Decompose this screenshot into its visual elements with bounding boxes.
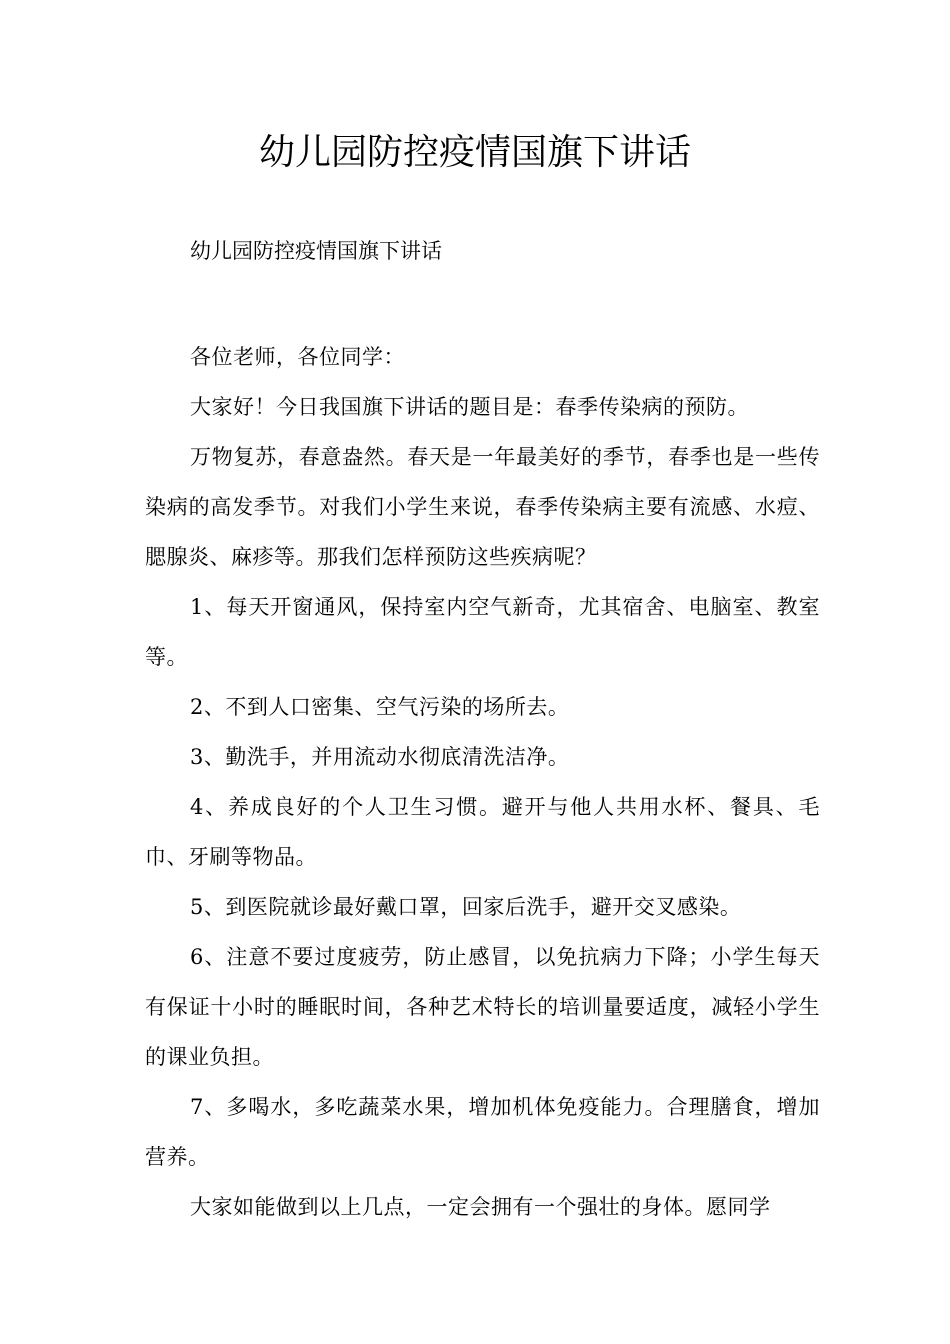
paragraph-background: 万物复苏，春意盎然。春天是一年最美好的季节，春季也是一些传染病的高发季节。对我们小学生来说，春季传染病主要有流感、水痘、腮腺炎、麻疹等。那我们怎样预防这些疾病呢？ (145, 445, 820, 569)
document-subtitle: 幼儿园防控疫情国旗下讲话 (190, 239, 442, 263)
paragraph-item-2: 2、不到人口密集、空气污染的场所去。 (190, 695, 570, 719)
paragraph-item-5: 5、到医院就诊最好戴口罩，回家后洗手，避开交叉感染。 (190, 895, 742, 919)
document-body (145, 332, 820, 1232)
paragraph-closing: 大家如能做到以上几点，一定会拥有一个强壮的身体。愿同学 (190, 1195, 771, 1219)
paragraph-greeting: 各位老师，各位同学： (190, 345, 405, 369)
paragraph-item-6: 6、注意不要过度疲劳，防止感冒，以免抗病力下降；小学生每天有保证十小时的睡眠时间，各种艺术特长的培训量要适度，减轻小学生的课业负担。 (145, 945, 820, 1069)
paragraph-item-7: 7、多喝水，多吃蔬菜水果，增加机体免疫能力。合理膳食，增加营养。 (145, 1095, 820, 1169)
document-title: 幼儿园防控疫情国旗下讲话 (258, 132, 691, 173)
paragraph-intro: 大家好！今日我国旗下讲话的题目是：春季传染病的预防。 (190, 395, 749, 419)
paragraph-item-1: 1、每天开窗通风，保持室内空气新奇，尤其宿舍、电脑室、教室等。 (145, 595, 820, 669)
paragraph-item-3: 3、勤洗手，并用流动水彻底清洗洁净。 (190, 745, 570, 769)
paragraph-item-4: 4、养成良好的个人卫生习惯。避开与他人共用水杯、餐具、毛巾、牙刷等物品。 (145, 795, 820, 869)
